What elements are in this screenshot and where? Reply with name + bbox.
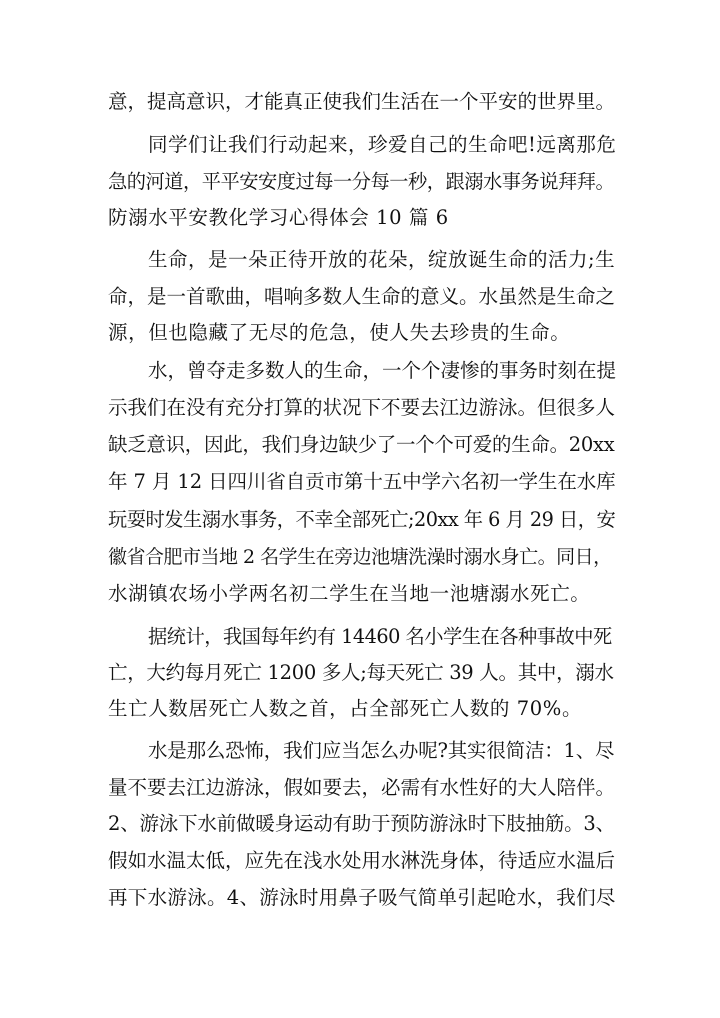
text-line: 命，是一首歌曲，唱响多数人生命的意义。水虽然是生命之 <box>108 285 616 308</box>
text-line: 缺乏意识，因此，我们身边缺少了一个个可爱的生命。20xx <box>108 433 615 456</box>
text-line: 意，提高意识，才能真正使我们生活在一个平安的世界里。 <box>108 90 616 113</box>
text-line: 假如水温太低，应先在浅水处用水淋洗身体，待适应水温后 <box>108 849 616 872</box>
text-line: 玩耍时发生溺水事务，不幸全部死亡;20xx 年 6 月 29 日，安 <box>108 508 616 531</box>
text-line: 生亡人数居死亡人数之首，占全部死亡人数的 70%。 <box>108 697 583 720</box>
text-line: 亡，大约每月死亡 1200 多人;每天死亡 39 人。其中，溺水 <box>108 661 614 684</box>
text-line: 2、游泳下水前做暖身运动有助于预防游泳时下肢抽筋。3、 <box>108 812 615 835</box>
text-line: 量不要去江边游泳，假如要去，必需有水性好的大人陪伴。 <box>108 776 616 799</box>
paragraph-first-line: 生命，是一朵正待开放的花朵，绽放诞生命的活力;生 <box>148 248 616 271</box>
text-line: 急的河道，平平安安度过每一分每一秒，跟溺水事务说拜拜。 <box>108 170 615 193</box>
text-line: 再下水游泳。4、游泳时用鼻子吸气简单引起呛水，我们尽 <box>108 886 616 909</box>
text-line: 年 7 月 12 日四川省自贡市第十五中学六名初一学生在水库 <box>108 470 616 493</box>
paragraph-first-line: 水，曾夺走多数人的生命，一个个凄惨的事务时刻在提 <box>148 359 617 382</box>
paragraph-first-line: 据统计，我国每年约有 14460 名小学生在各种事故中死 <box>148 625 612 648</box>
paragraph-first-line: 水是那么恐怖，我们应当怎么办呢?其实很简洁：1、尽 <box>148 739 615 762</box>
paragraph-first-line: 同学们让我们行动起来，珍爱自己的生命吧!远离那危 <box>148 133 617 156</box>
text-line: 源，但也隐藏了无尽的危急，使人失去珍贵的生命。 <box>108 321 571 344</box>
section-heading: 防溺水平安教化学习心得体会 10 篇 6 <box>108 206 449 229</box>
text-line: 徽省合肥市当地 2 名学生在旁边池塘洗澡时溺水身亡。同日， <box>108 546 612 568</box>
text-line: 示我们在没有充分打算的状况下不要去江边游泳。但很多人 <box>108 396 616 419</box>
text-line: 水湖镇农场小学两名初二学生在当地一池塘溺水死亡。 <box>108 582 591 605</box>
